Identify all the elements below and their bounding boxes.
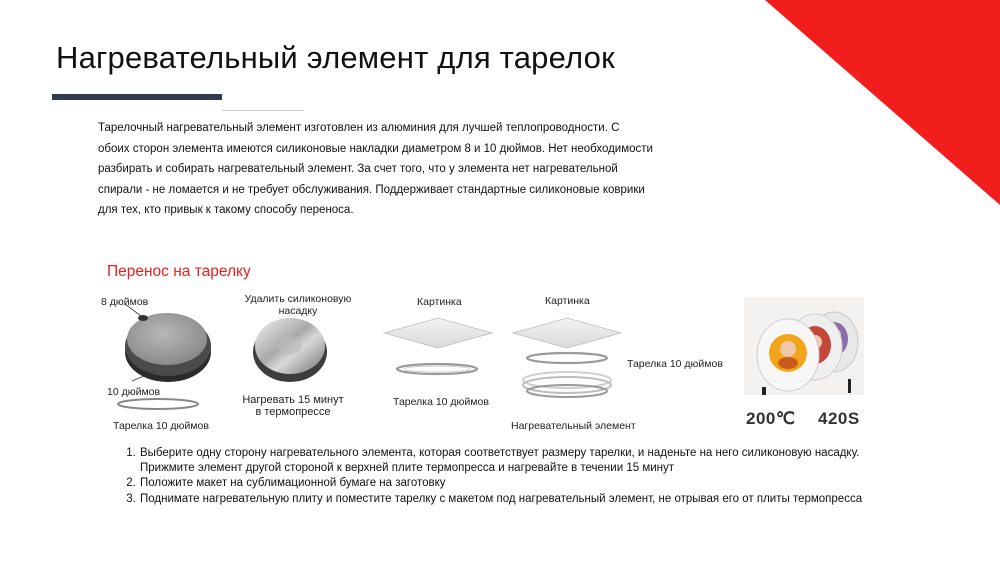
label-picture-2: Картинка [545,295,590,307]
label-plate-1: Тарелка 10 дюймов [113,420,209,432]
section-title: Перенос на тарелку [107,263,251,280]
page-title: Нагревательный элемент для тарелок [56,40,615,75]
label-heating-element: Нагревательный элемент [511,420,636,432]
instructions-list [122,446,904,507]
label-remove-pad: Удалить силиконовую насадку [244,293,352,317]
step-3: 3. Поднимате нагревательную плиту и поместите тарелку с макетом под нагревательный элемент, не отрывая его от плиты термопресса [139,492,904,507]
spec-time: 420S [818,409,860,428]
label-picture-1: Картинка [417,296,462,308]
picture-over-plate [384,318,492,374]
step-2: 2. Положите макет на сублимационной бумаге на заготовку [139,476,904,491]
picture-plate-element-stack [513,318,621,397]
label-heat-time: Нагревать 15 минут в термопрессе [242,394,344,418]
plates-photo [744,297,864,395]
spec-temperature: 200℃ [746,409,796,428]
label-8in: 8 дюймов [101,296,149,308]
step-1: 1. Выберите одну сторону нагревательного элемента, которая соответствует размеру тарелки, и наденьте на него силиконовую насадку. Прижмите элемент другой стороной к верхней плите термопресса и нагревайте в течении 15 минут [139,446,904,476]
intro-paragraph: Тарелочный нагревательный элемент изготовлен из алюминия для лучшей теплопроводности. С обоих сторон элемента имеются силиконовые накладки диаметром 8 и 10 дюймов. Нет необходимости разбирать и собирать нагревательный элемент. За счет того, что у элемента нет нагревательной спирали - не ломается и не требует обслуживания. Поддерживает стандартные силиконовые коврики для тех, кто привык к такому способу переноса. [98,122,653,217]
label-plate-3: Тарелка 10 дюймов [627,358,723,370]
label-plate-2: Тарелка 10 дюймов [393,396,489,408]
label-10in: 10 дюймов [107,386,161,398]
heating-element-bare [253,318,327,382]
